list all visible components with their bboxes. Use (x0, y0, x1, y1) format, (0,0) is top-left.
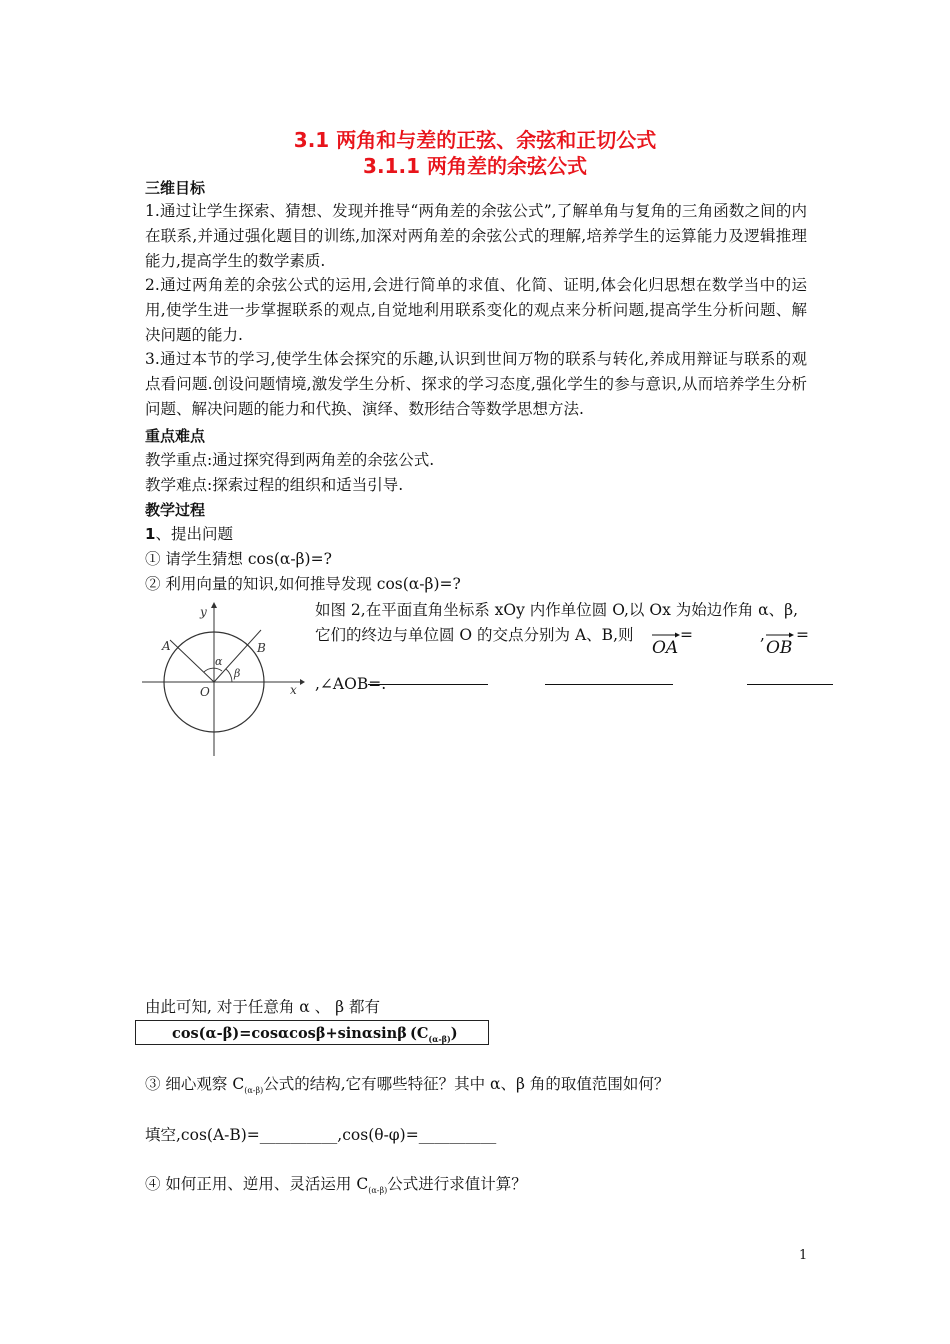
y-axis-arrow-icon (211, 602, 217, 608)
question-3-suffix: 公式的结构,它有哪些特征？其中 α、β 角的取值范围如何？ (263, 1075, 670, 1093)
conclusion-text: 由此可知, 对于任意角 α 、 β 都有 (145, 998, 380, 1016)
question-2: ② 利用向量的知识,如何推导发现 cos(α-β)=? (145, 575, 461, 593)
figure-text-2: 它们的终边与单位圆 O 的交点分别为 A、B,则 (315, 626, 634, 644)
formula-tag-subscript: (α-β) (428, 1033, 451, 1044)
label-alpha: α (215, 655, 223, 668)
difficulty-text: 教学难点:探索过程的组织和适当引导. (145, 476, 404, 494)
figure-text-3: ,∠AOB=. (315, 675, 387, 693)
unit-circle-figure (140, 600, 305, 758)
objectives-heading: 三维目标 (145, 179, 206, 197)
objective-1: 1.通过让学生探索、猜想、发现并推导“两角差的余弦公式”,了解单角与复角的三角函数之间的内在联系,并通过强化题目的训练,加深对两角差的余弦公式的理解,培养学生的运算能力及逻辑推理能力,提高学生的数学素质. (145, 202, 807, 270)
answer-blank-3 (747, 684, 833, 685)
fill-in-blank: 填空,cos(A-B)=__________,cos(θ-φ)=__________ (145, 1126, 497, 1144)
label-o: O (200, 685, 210, 699)
formula-tag (410, 1021, 458, 1052)
question-4-suffix: 公式进行求值计算？ (387, 1175, 527, 1193)
objective-2: 2.通过两角差的余弦公式的运用,会进行简单的求值、化简、证明,体会化归思想在数学当中的运用,使学生进一步掌握联系的观点,自觉地利用联系变化的观点来分析问题,提高学生分析问题、解决问题的能力. (145, 276, 807, 344)
formula-tag-close: ) (450, 1025, 458, 1042)
question-3-prefix: ③ 细心观察 C (145, 1075, 245, 1093)
angle-arc-beta (226, 669, 232, 682)
question-4 (145, 1172, 527, 1203)
keypoints-heading: 重点难点 (145, 427, 206, 445)
label-a: A (162, 639, 171, 653)
x-axis-arrow-icon (300, 679, 305, 685)
question-4-subscript: (α-β) (368, 1186, 388, 1196)
terminal-side-a (170, 640, 214, 682)
vector-oa: OA (652, 638, 679, 658)
step-1-number: 1 (145, 525, 156, 543)
figure-text-1: 如图 2,在平面直角坐标系 xOy 内作单位圆 O,以 Ox 为始边作角 α、β, (315, 601, 799, 619)
step-1-text: 、提出问题 (155, 525, 233, 543)
sub-title: 3.1.1 两角差的余弦公式 (363, 154, 587, 178)
question-3-subscript: (α-β) (244, 1086, 264, 1096)
label-b: B (257, 641, 266, 655)
comma-1: , (760, 626, 765, 644)
step-1 (145, 522, 233, 547)
process-heading: 教学过程 (145, 501, 206, 519)
question-3 (145, 1072, 669, 1103)
label-beta: β (234, 667, 241, 680)
answer-blank-2 (545, 684, 673, 685)
angle-arc-alpha (204, 668, 222, 672)
vector-ob: OB (766, 638, 793, 658)
formula-tag-open: (C (410, 1025, 429, 1042)
page-number: 1 (799, 1248, 808, 1263)
formula-box (135, 1020, 489, 1045)
equals-2: = (796, 626, 809, 644)
equals-1: = (680, 626, 693, 644)
objective-3: 3.通过本节的学习,使学生体会探究的乐趣,认识到世间万物的联系与转化,养成用辩证与联系的观点看问题.创设问题情境,激发学生分析、探求的学习态度,强化学生的参与意识,从而培养学生分析问题、解决问题的能力和代换、演绎、数形结合等数学思想方法. (145, 350, 807, 418)
question-1: ① 请学生猜想 cos(α-β)=? (145, 550, 332, 568)
answer-blank-1 (368, 684, 488, 685)
label-y: y (200, 605, 207, 619)
main-title: 3.1 两角和与差的正弦、余弦和正切公式 (293, 128, 657, 152)
keypoint-text: 教学重点:通过探究得到两角差的余弦公式. (145, 451, 435, 469)
question-4-prefix: ④ 如何正用、逆用、灵活运用 C (145, 1175, 369, 1193)
label-x: x (290, 683, 297, 697)
cosine-difference-formula: cos(α-β)=cosαcosβ+sinαsinβ (172, 1025, 407, 1042)
